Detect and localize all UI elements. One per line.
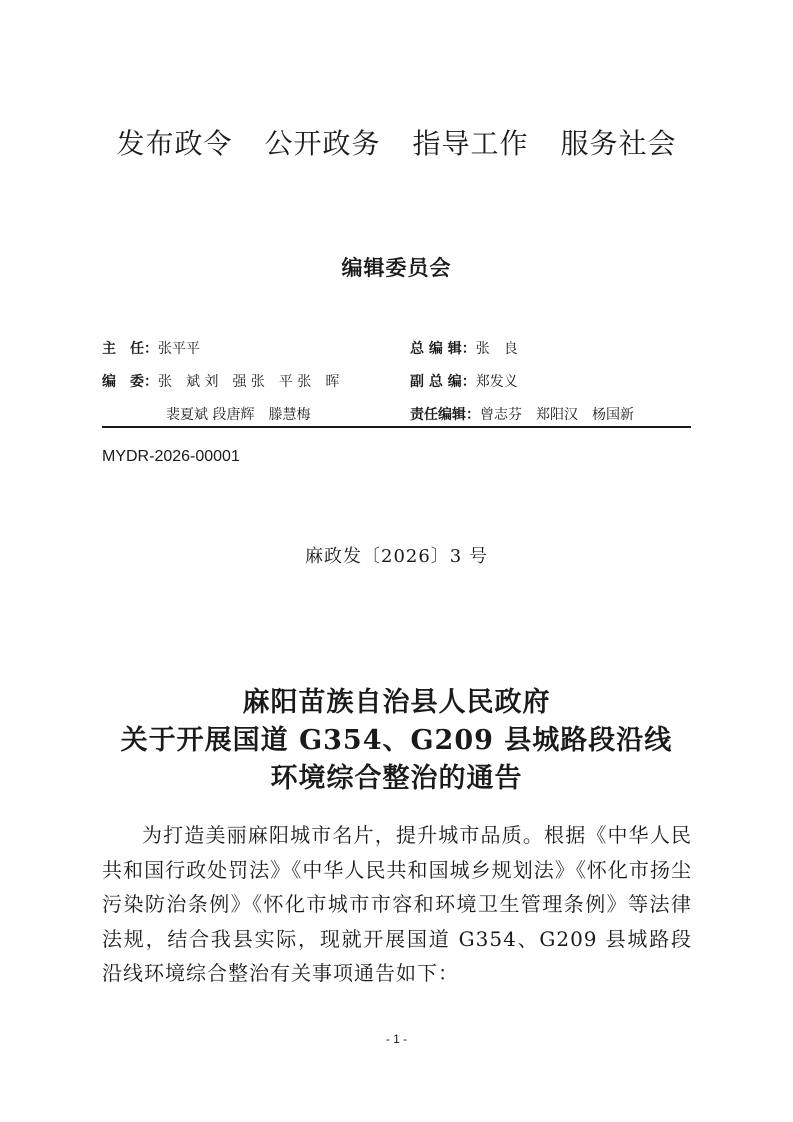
- editors-names-line1: 张 斌 刘 强 张 平 张 晖: [158, 374, 340, 390]
- motto-item: 服务社会: [560, 127, 677, 160]
- responsible-editor-label: 责任编辑：: [410, 407, 480, 423]
- editors-row: [102, 371, 339, 391]
- header-divider: [102, 426, 691, 428]
- chief-editor-row: [410, 338, 518, 358]
- director-names: 张平平: [158, 341, 200, 357]
- chief-editor-label: 总 编 辑：: [410, 341, 476, 357]
- title-line: 麻阳苗族自治县人民政府: [242, 687, 551, 718]
- motto-item: 公开政务: [264, 127, 381, 160]
- director-label: 主 任：: [102, 341, 158, 357]
- editors-names-line2: 裴夏斌 段唐辉 滕慧梅: [166, 407, 311, 423]
- editors-label: 编 委：: [102, 374, 158, 390]
- deputy-editor-names: 郑发义: [475, 374, 518, 390]
- document-number: 麻政发〔2026〕3 号: [305, 546, 488, 567]
- page-number: - 1 -: [385, 1032, 408, 1046]
- document-id: MYDR-2026-00001: [102, 448, 240, 465]
- responsible-editor-row: [410, 404, 634, 424]
- deputy-editor-row: [410, 371, 518, 391]
- title-line: 关于开展国道 G354、G209 县城路段沿线: [120, 725, 673, 756]
- masthead-motto: [0, 122, 793, 162]
- motto-item: 指导工作: [412, 127, 529, 160]
- responsible-editor-names: 曾志芬 郑阳汉 杨国新: [480, 407, 634, 423]
- title-line: 环境综合整治的通告: [270, 763, 523, 794]
- motto-item: 发布政令: [116, 127, 233, 160]
- body-paragraph: 为打造美丽麻阳城市名片，提升城市品质。根据《中华人民共和国行政处罚法》《中华人民共和国城乡规划法》《怀化市扬尘污染防治条例》《怀化市城市市容和环境卫生管理条例》等法律法规，结合我县实际，现就开展国道 G354、G209 县城路段沿线环境综合整治有关事项通告如下：: [102, 823, 692, 985]
- director-row: [102, 338, 200, 358]
- committee-title: 编辑委员会: [341, 256, 452, 280]
- chief-editor-names: 张 良: [475, 341, 518, 357]
- deputy-editor-label: 副 总 编：: [410, 374, 476, 390]
